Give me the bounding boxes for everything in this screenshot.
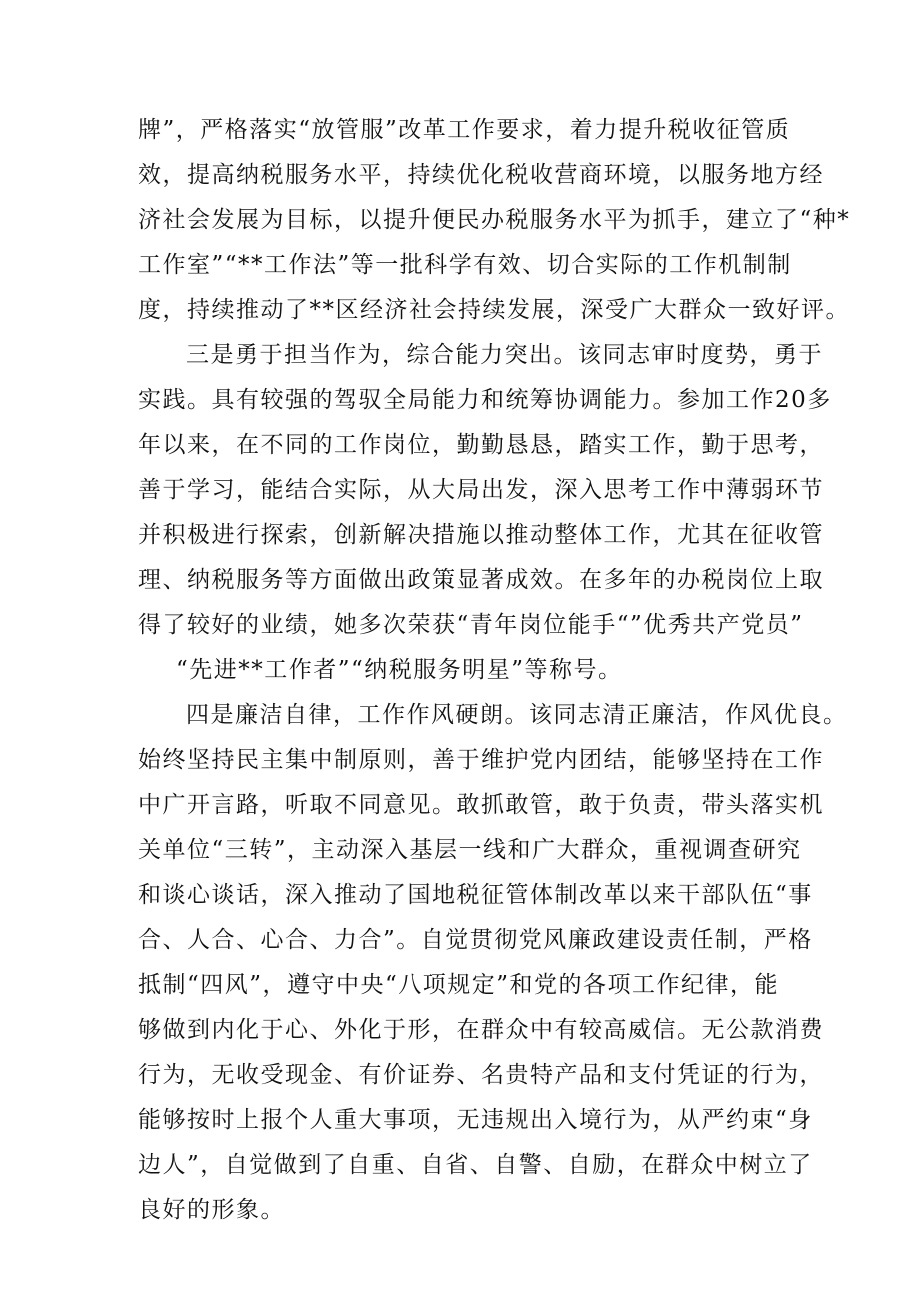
- paragraph-heading-line: 四是廉洁自律，工作作风硬朗。该同志清正廉洁，作风优良。: [186, 702, 848, 728]
- text-line: “先进**工作者”“纳税服务明星”等称号。: [176, 657, 623, 683]
- text-line: 善于学习，能结合实际，从大局出发，深入思考工作中薄弱环节: [138, 477, 824, 503]
- text-line: 效，提高纳税服务水平，持续优化税收营商环境，以服务地方经: [138, 162, 824, 188]
- text-line: 并积极进行探索，创新解决措施以推动整体工作，尤其在征收管: [138, 522, 824, 548]
- text-line: 始终坚持民主集中制原则，善于维护党内团结，能够坚持在工作: [138, 747, 824, 773]
- text-line: 牌”，严格落实“放管服”改革工作要求，着力提升税收征管质: [138, 117, 791, 143]
- text-line: 能够按时上报个人重大事项，无违规出入境行为，从严约束“身: [138, 1107, 813, 1133]
- text-line: 理、纳税服务等方面做出政策显著成效。在多年的办税岗位上取: [138, 567, 824, 593]
- text-line: 实践。具有较强的驾驭全局能力和统筹协调能力。参加工作20多: [138, 387, 832, 413]
- text-line: 边人”，自觉做到了自重、自省、自警、自励，在群众中树立了: [138, 1152, 813, 1178]
- text-line: 年以来，在不同的工作岗位，勤勤恳恳，踏实工作，勤于思考，: [138, 432, 824, 458]
- text-line: 够做到内化于心、外化于形，在群众中有较高威信。无公款消费: [138, 1017, 824, 1043]
- text-line: 得了较好的业绩，她多次荣获“青年岗位能手“”优秀共产党员”: [138, 612, 804, 638]
- text-line: 良好的形象。: [138, 1197, 285, 1223]
- text-line: 中广开言路，听取不同意见。敢抓敢管，敢于负责，带头落实机: [138, 792, 824, 818]
- text-line: 关单位“三转”，主动深入基层一线和广大群众，重视调查研究: [138, 837, 802, 863]
- paragraph-heading-line: 三是勇于担当作为，综合能力突出。该同志审时度势，勇于: [186, 342, 823, 368]
- text-line: 抵制“四风”，遵守中央“八项规定”和党的各项工作纪律，能: [138, 972, 780, 998]
- text-line: 合、人合、心合、力合”。自觉贯彻党风廉政建设责任制，严格: [138, 927, 813, 953]
- text-line: 行为，无收受现金、有价证券、名贵特产品和支付凭证的行为，: [138, 1062, 824, 1088]
- text-line: 济社会发展为目标，以提升便民办税服务水平为抓手，建立了“种*: [138, 207, 851, 233]
- text-line: 和谈心谈话，深入推动了国地税征管体制改革以来干部队伍“事: [138, 882, 813, 908]
- text-line: 工作室”“**工作法”等一批科学有效、切合实际的工作机制制: [138, 252, 792, 278]
- text-line: 度，持续推动了**区经济社会持续发展，深受广大群众一致好评。: [138, 297, 850, 323]
